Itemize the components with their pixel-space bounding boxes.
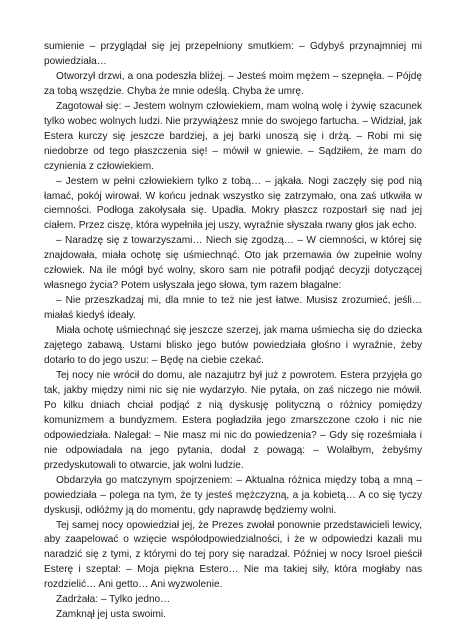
paragraph-10: Tej samej nocy opowiedział jej, że Prezes zwołał ponownie przedstawicieli lewicy, aby zaapelować o wzięcie współodpowiedzialności, i że w odpowiedzi kazali mu naradzić się z tymi, z którymi do tej pory się naradzał. Później w nocy Isroel pieścił Esterę i szeptał: – Moja piękna Estero… Nie ma takiej siły, która mogłaby nas rozdzielić… Ani getto… Ani wyzwolenie. xyxy=(44,519,422,591)
paragraph-12: Zamknął jej usta swoimi. xyxy=(56,609,166,621)
paragraph-8: Tej nocy nie wrócił do domu, ale nazajutrz był już z powrotem. Estera przyjęła go tak, jakby między nimi nic się nie wydarzyło. Nie pytała, on zaś niczego nie mówił. Po kilku dniach chciał podjąć z nią dyskusję polityczną o różnicy pomiędzy komunizmem a bundyzmem. Estera pogładziła jego zmarszczone czoło i nic nie odpowiedziała. Nalegał: – Nie masz mi nic do powiedzenia? – Gdy się roześmiała i nie odpowiadała na jego pytania, dodał z powagą: – Wolałbym, żebyśmy przedyskutowali to otwarcie, jak wolni ludzie. xyxy=(44,369,422,471)
paragraph-11: Zadrżała: – Tylko jedno… xyxy=(56,594,171,606)
paragraph-2: Otworzył drzwi, a ona podeszła bliżej. – Jesteś moim mężem – szepnęła. – Pójdę za tobą wszędzie. Chyba że mnie odeślą. Chyba że umrę. xyxy=(44,70,422,97)
paragraph-4: – Jestem w pełni człowiekiem tylko z tobą… – jąkała. Nogi zaczęły się pod nią łamać, pokój wirował. W końcu jednak wszystko się zatrzymało, ona zaś utkwiła w ciemności. Podłoga zakołysała się. Upadła. Mokry płaszcz rozpostarł się nad jej ciałem. Przez ciszę, która wypełniła jej uszy, wyraźnie słyszała rwany głos jak echo. xyxy=(44,175,422,232)
paragraph-5: – Naradzę się z towarzyszami… Niech się zgodzą… – W ciemności, w której się znajdowała, miała ochotę się uśmiechnąć. Oto jak przemawia ów zupełnie wolny człowiek. Na ile mógł być wolny, skoro sam nie potrafił podjąć decyzji dotyczącej własnego życia? Potem usłyszała jego słowa, tym razem błagalne: xyxy=(44,235,422,292)
paragraph-7: Miała ochotę uśmiechnąć się jeszcze szerzej, jak mama uśmiecha się do dziecka zajętego zabawą. Ustami blisko jego butów powiedziała głośno i wyraźnie, żeby dotarło to do jego uszu: – Będę na ciebie czekać. xyxy=(44,325,422,367)
paragraph-9: Obdarzyła go matczynym spojrzeniem: – Aktualna różnica między tobą a mną – powiedziała – polega na tym, że ty jesteś mężczyzną, a ja kobietą… A co się tyczy dyskusji, odłóżmy ją do momentu, gdy naprawdę będziemy wolni. xyxy=(44,474,422,516)
paragraph-6: – Nie przeszkadzaj mi, dla mnie to też nie jest łatwe. Musisz zrozumieć, jeśli… miałaś kiedyś ideały. xyxy=(44,295,422,322)
book-page xyxy=(44,40,422,623)
paragraph-1: sumienie – przyglądał się jej przepełniony smutkiem: – Gdybyś przynajmniej mi powiedziała… xyxy=(44,41,422,67)
paragraph-3: Zagotował się: – Jestem wolnym człowiekiem, mam wolną wolę i żywię szacunek tylko wobec wolnych ludzi. Nie przywiążesz mnie do swojego fartucha. – Widział, jak Estera kurczy się jeszcze bardziej, a jej barki unoszą się i drżą. – Robi mi się niedobrze od tego płaszczenia się! – mówił w gniewie. – Sądziłem, że mam do czynienia z człowiekiem. xyxy=(44,100,422,172)
